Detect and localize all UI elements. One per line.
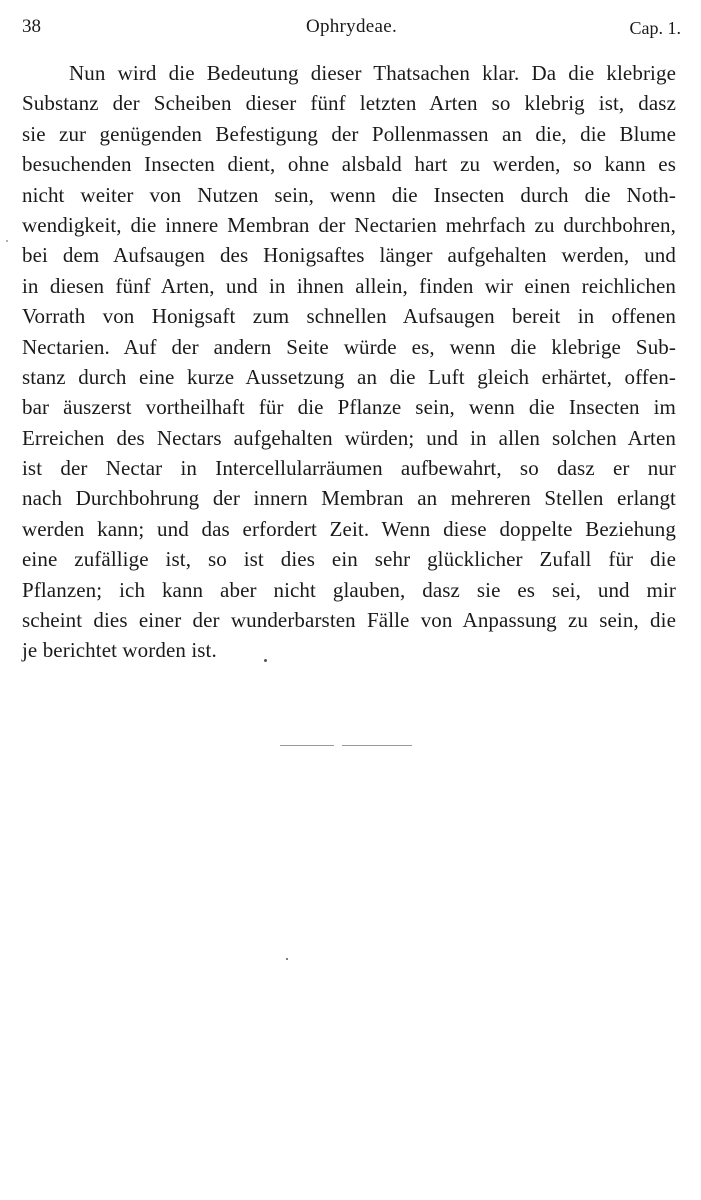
page-number: 38	[22, 16, 41, 37]
section-divider	[280, 745, 412, 746]
text-line: bei dem Aufsaugen des Honigsaftes länger aufgehalten werden, und	[22, 243, 676, 268]
running-title: Ophrydeae.	[305, 16, 398, 37]
running-header	[22, 16, 681, 42]
text-line: Pflanzen; ich kann aber nicht glauben, dasz sie es sei, und mir	[22, 577, 676, 602]
text-line: Erreichen des Nectars aufgehalten würden; und in allen solchen Arten	[22, 425, 676, 450]
text-line: Nectarien. Auf der andern Seite würde es, wenn die klebrige Sub-	[22, 334, 676, 359]
section-divider-gap	[334, 743, 342, 748]
text-line: nicht weiter von Nutzen sein, wenn die Insecten durch die Noth-	[22, 182, 676, 207]
text-line: scheint dies einer der wunderbarsten Fälle von Anpassung zu sein, die	[22, 608, 676, 633]
text-line: Substanz der Scheiben dieser fünf letzten Arten so klebrig ist, dasz	[22, 91, 676, 116]
print-speck	[6, 240, 8, 242]
text-line: in diesen fünf Arten, und in ihnen allein, finden wir einen reichlichen	[22, 273, 676, 298]
text-line: besuchenden Insecten dient, ohne alsbald hart zu werden, so kann es	[22, 152, 676, 177]
text-line: wendigkeit, die innere Membran der Nectarien mehrfach zu durchbohren,	[22, 212, 676, 237]
chapter-reference: Cap. 1.	[629, 18, 681, 38]
print-speck	[264, 659, 267, 662]
text-line: eine zufällige ist, so ist dies ein sehr glücklicher Zufall für die	[22, 547, 676, 572]
text-line: je berichtet worden ist.	[22, 638, 217, 663]
body-paragraph	[22, 58, 676, 666]
text-line: bar äuszerst vortheilhaft für die Pflanze sein, wenn die Insecten im	[22, 395, 676, 420]
text-line: nach Durchbohrung der innern Membran an mehreren Stellen erlangt	[22, 486, 676, 511]
print-speck	[286, 958, 288, 960]
text-line: werden kann; und das erfordert Zeit. Wenn diese doppelte Beziehung	[22, 516, 676, 541]
text-line: ist der Nectar in Intercellularräumen aufbewahrt, so dasz er nur	[22, 456, 676, 481]
text-line: sie zur genügenden Befestigung der Pollenmassen an die, die Blume	[22, 121, 676, 146]
text-line: stanz durch eine kurze Aussetzung an die Luft gleich erhärtet, offen-	[22, 364, 676, 389]
text-line: Vorrath von Honigsaft zum schnellen Aufsaugen bereit in offenen	[22, 304, 676, 329]
text-line: Nun wird die Bedeutung dieser Thatsachen klar. Da die klebrige	[69, 61, 676, 85]
